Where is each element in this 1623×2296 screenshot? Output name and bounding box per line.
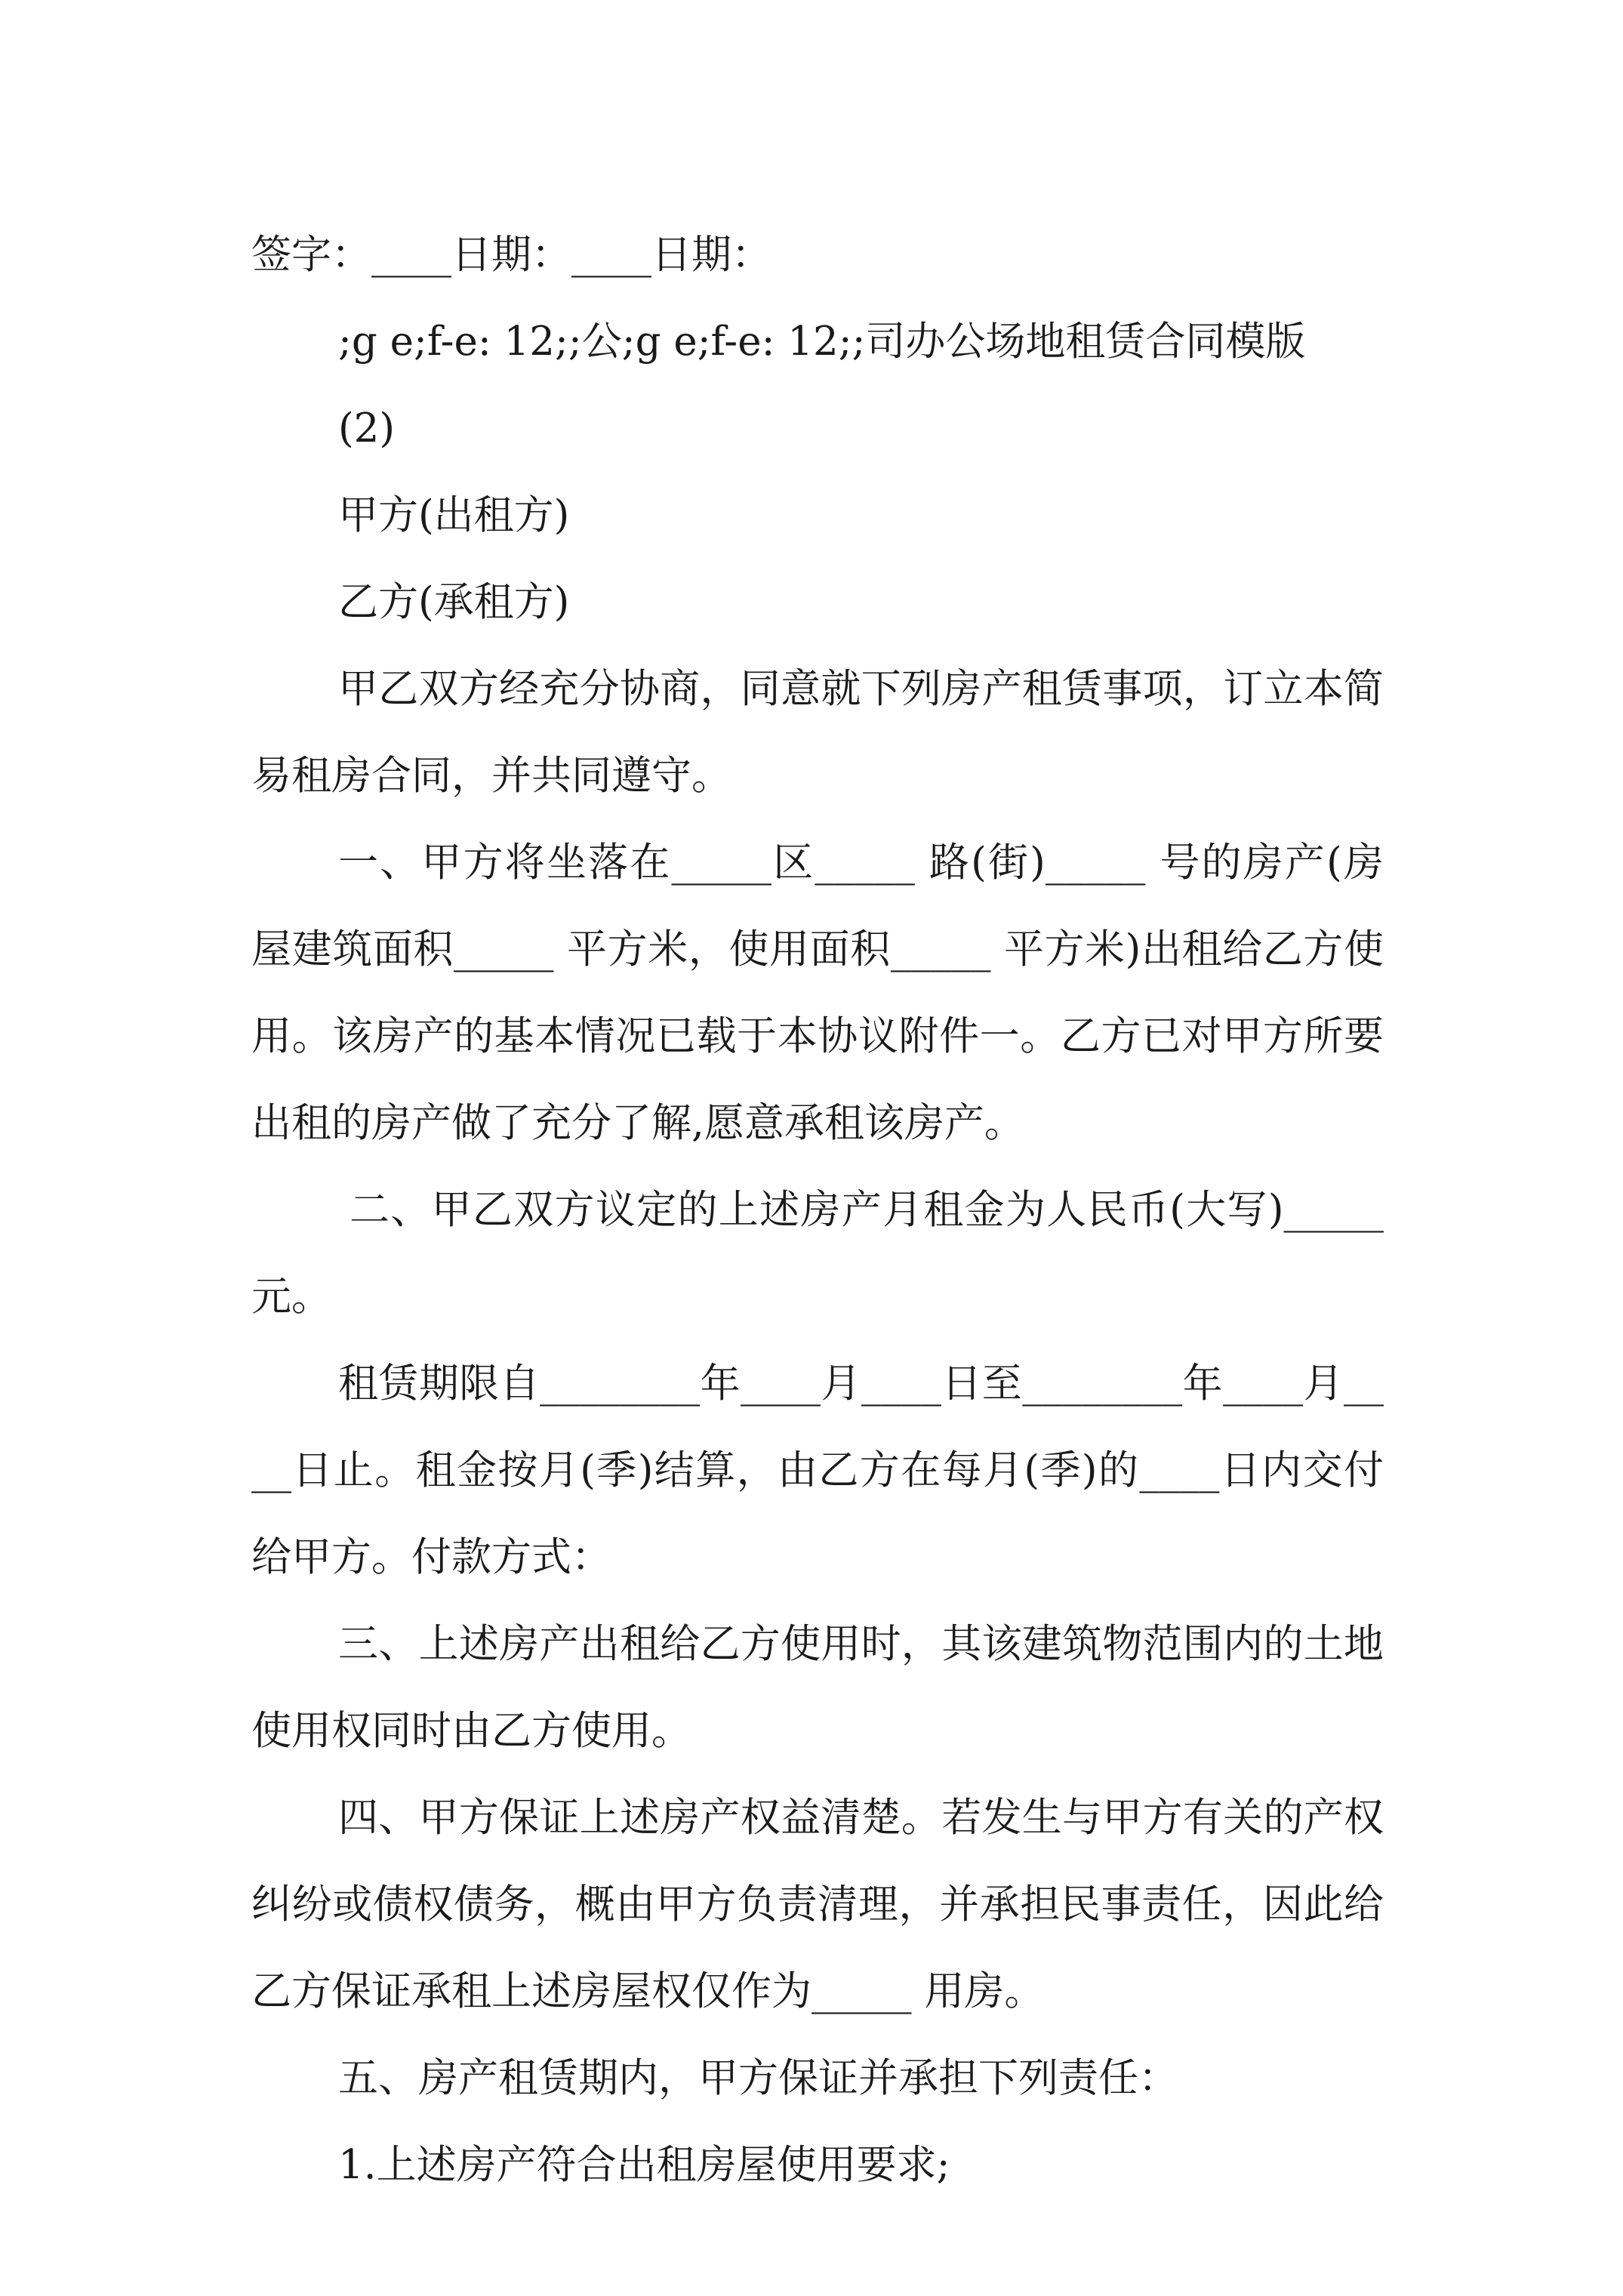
clause-1-paragraph: 一、甲方将坐落在_____区_____ 路(街)_____ 号的房产(房屋建筑面积_____ 平方米，使用面积_____ 平方米)出租给乙方使用。该房产的基本情况已载于本协议附件一。乙方已对甲方所要出租的房产做了充分了解,愿意承租该房产。 — [251, 840, 1384, 1146]
signature-date-line: 签字：____日期：____日期： — [251, 232, 771, 278]
clause-2-paragraph: 二、甲乙双方议定的上述房产月租金为人民币(大写)_____ 元。 — [251, 1187, 1384, 1320]
contract-title: ;g e;f-e: 12;;公;g e;f-e: 12;;司办公场地租赁合同模版 — [338, 319, 1306, 365]
clause-5-paragraph: 五、房产租赁期内，甲方保证并承担下列责任： — [338, 2055, 1178, 2101]
clause-3-paragraph: 三、上述房产出租给乙方使用时，其该建筑物范围内的土地使用权同时由乙方使用。 — [251, 1621, 1384, 1754]
party-b-label: 乙方(承租方) — [338, 579, 570, 625]
party-a-label: 甲方(出租方) — [338, 492, 570, 538]
document-body — [251, 211, 1384, 2208]
preamble-paragraph: 甲乙双方经充分协商，同意就下列房产租赁事项，订立本简易租房合同，并共同遵守。 — [251, 666, 1384, 799]
clause-4-paragraph: 四、甲方保证上述房产权益清楚。若发生与甲方有关的产权纠纷或债权债务，概由甲方负责清理，并承担民事责任，因此给乙方保证承租上述房屋权仅作为_____ 用房。 — [251, 1795, 1384, 2014]
lease-term-paragraph: 租赁期限自________年____月____日至________年____月____日止。租金按月(季)结算，由乙方在每月(季)的____日内交付给甲方。付款方式： — [251, 1361, 1384, 1580]
clause-5-item-1: 1.上述房产符合出租房屋使用要求; — [338, 2142, 950, 2188]
section-number: (2) — [338, 405, 396, 451]
